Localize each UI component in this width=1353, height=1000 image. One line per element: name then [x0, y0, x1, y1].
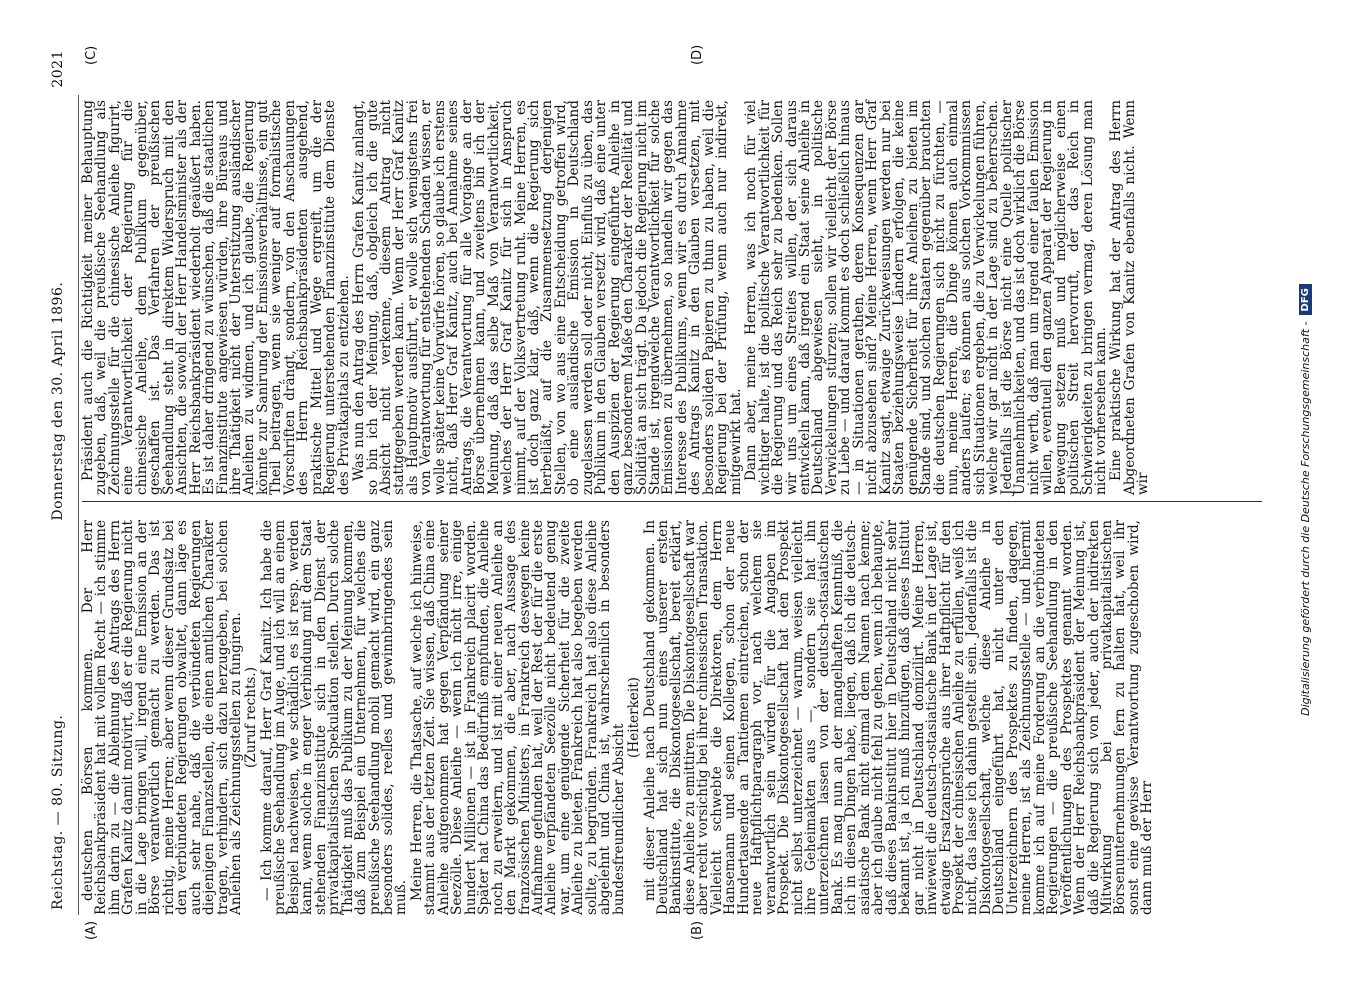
- digitization-note: [1290, 0, 1320, 1000]
- left-text-column: [82, 520, 1262, 915]
- paragraph: Eine praktische Wirkung hat der Antrag des Herrn Abgeordneten Grafen von Kanitz ebenfalls nicht. Wenn wir: [1108, 100, 1152, 495]
- paragraph: Meine Herren, die Thatsache, auf welche ich hinweise, stammt aus der letzten Zeit. Sie wissen, daß China eine Anleihe aufgenommen hat gegen Verpfändung seiner Seezölle. Diese Anleihe — wenn ich nicht irre, einige hundert Millionen — ist in Frankreich placirt worden. Später hat China das Bedürfniß empfunden, die Anleihe noch zu erweitern, und ist mit einer neuen Anleihe an den Markt gekommen, die aber, nach Aussage des französischen Ministers, in Frankreich deswegen keine Aufnahme gefunden hat, weil der Rest der für die erste Anleihe verpfändeten Seezölle nicht bedeutend genug war, um eine genügende Sicherheit für die zweite Anleihe zu bieten. Frankreich hat also begeben werden sollte, zu begründen. Frankreich hat also diese Anleihe abgelehnt und China ist, wahrscheinlich in besonders bundesfreundlicher Absicht: [408, 520, 627, 915]
- paragraph: Was nun den Antrag des Herrn Grafen Kanitz anlangt, so bin ich der Meinung, daß, obgleich ich die gute Absicht nicht verkenne, diesem Antrag nicht stattgegeben werden kann. Wenn der Herr Graf Kanitz als Hauptmotiv ausführt, er wolle sich wenigstens frei von Verantwortung für entstehenden Schaden wissen, er wolle später keine Vorwürfe hören, so glaube ich erstens nicht, daß Herr Graf Kanitz, auch bei Annahme seines Antrags, die Verantwortung für alle Vorgänge an der Börse übernehmen kann, und zweitens bin ich der Meinung, daß das selbe Maß von Verantwortlichkeit, welches der Herr Graf Kanitz für sich in Anspruch nimmt, auf der Volksvertretung ruht. Meine Herren, es ist doch ganz klar, daß, wenn die Regierung sich herbeiläßt, auf die Zusammensetzung derjenigen Stellen, von wo aus eine Entscheidung getroffen wird, ob eine ausländische Emission in Deutschland zugelassen werden soll oder nicht, Einfluß zu üben, das Publikum in den Glauben versetzt wird, daß eine unter den Auspizien der Regierung eingeführte Anleihe in ganz besonderem Maße den Charakter der Reellität und Solidität an sich trägt. Da jedoch die Regierung nicht im Stande ist, irgendwelche Verantwortlichkeit für solche Emissionen zu übernehmen, so handeln wir gegen das Interesse des Publikums, wenn wir es durch Annahme des Antrags Kanitz in den Glauben versetzen, mit besonders soliden Papieren zu thun zu haben, weil die Regierung bei der Prüfung, wenn auch nur indirekt, mitgewirkt hat.: [351, 100, 744, 495]
- right-text-column: [82, 100, 1262, 495]
- page-header: [38, 50, 78, 910]
- margin-marker-d: (D): [690, 44, 705, 65]
- paragraph: mit dieser Anleihe nach Deutschland gekommen. In Deutschland hat sich nun eines unserer ersten Bankinstitute, die Diskontogesellschaft, bereit erklärt, diese Anleihe zu emittiren. Die Diskontogesellschaft war aber recht vorsichtig bei ihrer chinesischen Transaktion. Vielleicht schwebte die Direktoren, dem Herrn Hansemann und seinen Kollegen, schon der neue Hundertausende an Tantiemen eintreichen, schon der neue Haftpflichtparagraph vor, nach welchem sie verantwortlich sein würden für die Angaben im Prospekt. Die Diskontogesellschaft hat den Prospekt nicht selbst unterzeichnet — warum, weisen vielleicht ihre Geheimakten aus —, sondern sie hat ihn unterzeichnen lassen von der deutsch-ostasiatischen Bank. Es mag nun an der mangelhaften Kenntniß, die ich in diesen Dingen habe, liegen, daß ich die deutsch-asiatische Bank nicht einmal dem Namen nach kenne; aber ich glaube nicht fehl zu gehen, wenn ich behaupte, daß dieses Bankinstitut hier in Deutschland nicht sehr bekannt ist, ja ich muß hinzufügen, daß dieses Institut gar nicht in Deutschland domizilirt. Meine Herren, inwieweit die deutsch-ostasiatische Bank in der Lage ist, etwaige Ersatzansprüche aus ihrer Haftpflicht für den Prospekt der chinesischen Anleihe zu erfüllen, weiß ich nicht, das lasse ich dahin gestellt sein. Jedenfalls ist die Diskontogesellschaft, welche diese Anleihe in Deutschland eingeführt hat, nicht unter den Unterzeichnern des Prospektes zu finden, dagegen, meine Herren, ist als Zeichnungsstelle — und hiermit komme ich auf meine Forderung an die verbündeten Regierungen — die preußische Seehandlung in den Veröffentlichungen des Prospektes genannt worden. Wenn der Herr Reichsbankpräsident der Meinung ist, daß die Regierung sich von jeder, auch der indirekten Mitwirkung bei privatkapitalistischen Börsenunternehmungen fern zu halten hat, weil ihr sonst eine gewisse Verantwortung zugeschoben wird, dann muß der Herr: [641, 520, 1156, 915]
- interjection: (Heiterkeit): [626, 677, 643, 758]
- header-page-number: 2021: [50, 50, 66, 88]
- paragraph: Dann aber, meine Herren, was ich noch für viel wichtiger halte, ist die politische Verantwortlichkeit für die Regierung und das Reich sehr zu bedenken. Sollen wir uns um eines Streites willen, der sich daraus entwickeln kann, daß irgend ein Staat seine Anleihe in Deutschland abgewiesen sieht, in politische Verwickelungen stürzen; sollen wir vielleicht der Börse zu Liebe — und darauf kommt es doch schließlich hinaus — in Situationen gerathen, deren Konsequenzen gar nicht abzusehen sind? Meine Herren, wenn Herr Graf Kanitz sagt, etwaige Zurückweisungen werden nur bei Staaten beziehungsweise Ländern erfolgen, die keine genügende Sicherheit für ihre Anleihen zu bieten im Stande sind, und solchen Staaten gegenüber brauchten die deutschen Regierungen sich nicht zu fürchten, — nun, meine Herren, die Dinge können auch einmal anders laufen; es können aus solchen Vorkommnissen sich Situationen ergeben, die zu Verwickelungen führen, welche wir gar nicht in der Lage sind zu beherrschen. Jedenfalls ist die Börse nicht eine Quelle politischer Unannehmlichkeiten, und das ist doch wirklich die Börse nicht werth, daß man um irgend einer faulen Emission willen, eventuell den ganzen Apparat der Regierung in Bewegung setzen muß und möglicherweise einen politischen Streit hervorruft, der das Reich in Schwierigkeiten zu bringen vermag, deren Lösung man nicht vorhersehen kann.: [743, 100, 1109, 495]
- column-divider: [82, 501, 1262, 502]
- paragraph: — Ich komme darauf, Herr Graf Kanitz. Ich habe die preußische Seehandlung im Auge, und ich will an einem Beispiel nachweisen, wie schädlich es ist resp. werden kann, wenn solche in enger Verbindung mit dem Staat stehenden Finanzinstitute sich in den Dienst der privatkapitalistischen Spekulation stellen. Durch solche Thätigkeit muß das Publikum zu der Meinung kommen, daß zum Beispiel ein Unternehmen, für welches die preußische Seehandlung mobil gemacht wird, ein ganz besonders solides, reelles und gewinnbringendes sein muß.: [258, 520, 410, 915]
- paragraph: deutschen Börsen kommen. Der Herr Reichsbankpräsident hat mit vollem Recht — ich stimme ihm darin zu — die Ablehnung des Antrags des Herrn Grafen Kanitz damit motivirt, daß er die Regierung nicht in die Lage bringen will, irgend eine Emission an der Börse verantwortlich gemacht zu werden. Das ist richtig, meine Herren; aber wenn dieser Grundsatz bei den verbündeten Regierungen obwaltet, dann läge es auch sehr nahe, daß die verbündeten Regierungen diejenigen Finanzstellen, die einen amtlichen Charakter tragen, verhindern, sich dazu herzugeben, bei solchen Anleihen als Zeichnungsstellen zu fungiren.: [80, 520, 244, 915]
- header-rule: [78, 95, 79, 915]
- header-date: Donnerstag den 30. April 1896.: [50, 281, 66, 521]
- dfg-logo: DFG: [1299, 284, 1312, 315]
- interjection: (Zuruf rechts.): [243, 666, 260, 769]
- margin-marker-a: (A): [84, 920, 99, 940]
- margin-marker-b: (B): [690, 920, 705, 940]
- margin-marker-c: (C): [84, 45, 99, 65]
- header-session: Reichstag. — 80. Sitzung.: [50, 714, 66, 910]
- digitization-text: Digitalisierung gefördert durch die Deutsche Forschungsgemeinschaft -: [1298, 321, 1312, 716]
- paragraph: Präsident auch die Richtigkeit meiner Behauptung zugeben, daß, weil die preußische Seehandlung als Zeichnungsstelle für die chinesische Anleihe figurirt, eine Verantwortlichkeit der Regierung für die chinesische Anleihe, dem Publikum gegenüber, geschaffen ist. Das Verfahren der preußischen Seehandlung steht in direktem Widerspruch mit den Ansichten, die sowohl der Herr Handelsminister als der Herr Reichsbankpräsident wiederholt geäußert haben. Es ist daher dringend zu wünschen, daß die staatlichen Finanzinstitute angewiesen würden, ihre Büreaus und ihre Thätigkeit nicht der Unterstützung ausländischer Anleihen zu widmen, und ich glaube, die Regierung könnte zur Sanirung der Emissionsverhältnisse, ein gut Theil beitragen, wenn sie weniger auf formalistische Vorschriften drängt, sondern, von den Anschauungen des Herrn Reichsbankpräsidenten ausgehend, praktische Mittel und Wege ergreift, um die der Regierung unterstehenden Finanzinstitute dem Dienste des Privatkapitals zu entziehen.: [80, 100, 352, 495]
